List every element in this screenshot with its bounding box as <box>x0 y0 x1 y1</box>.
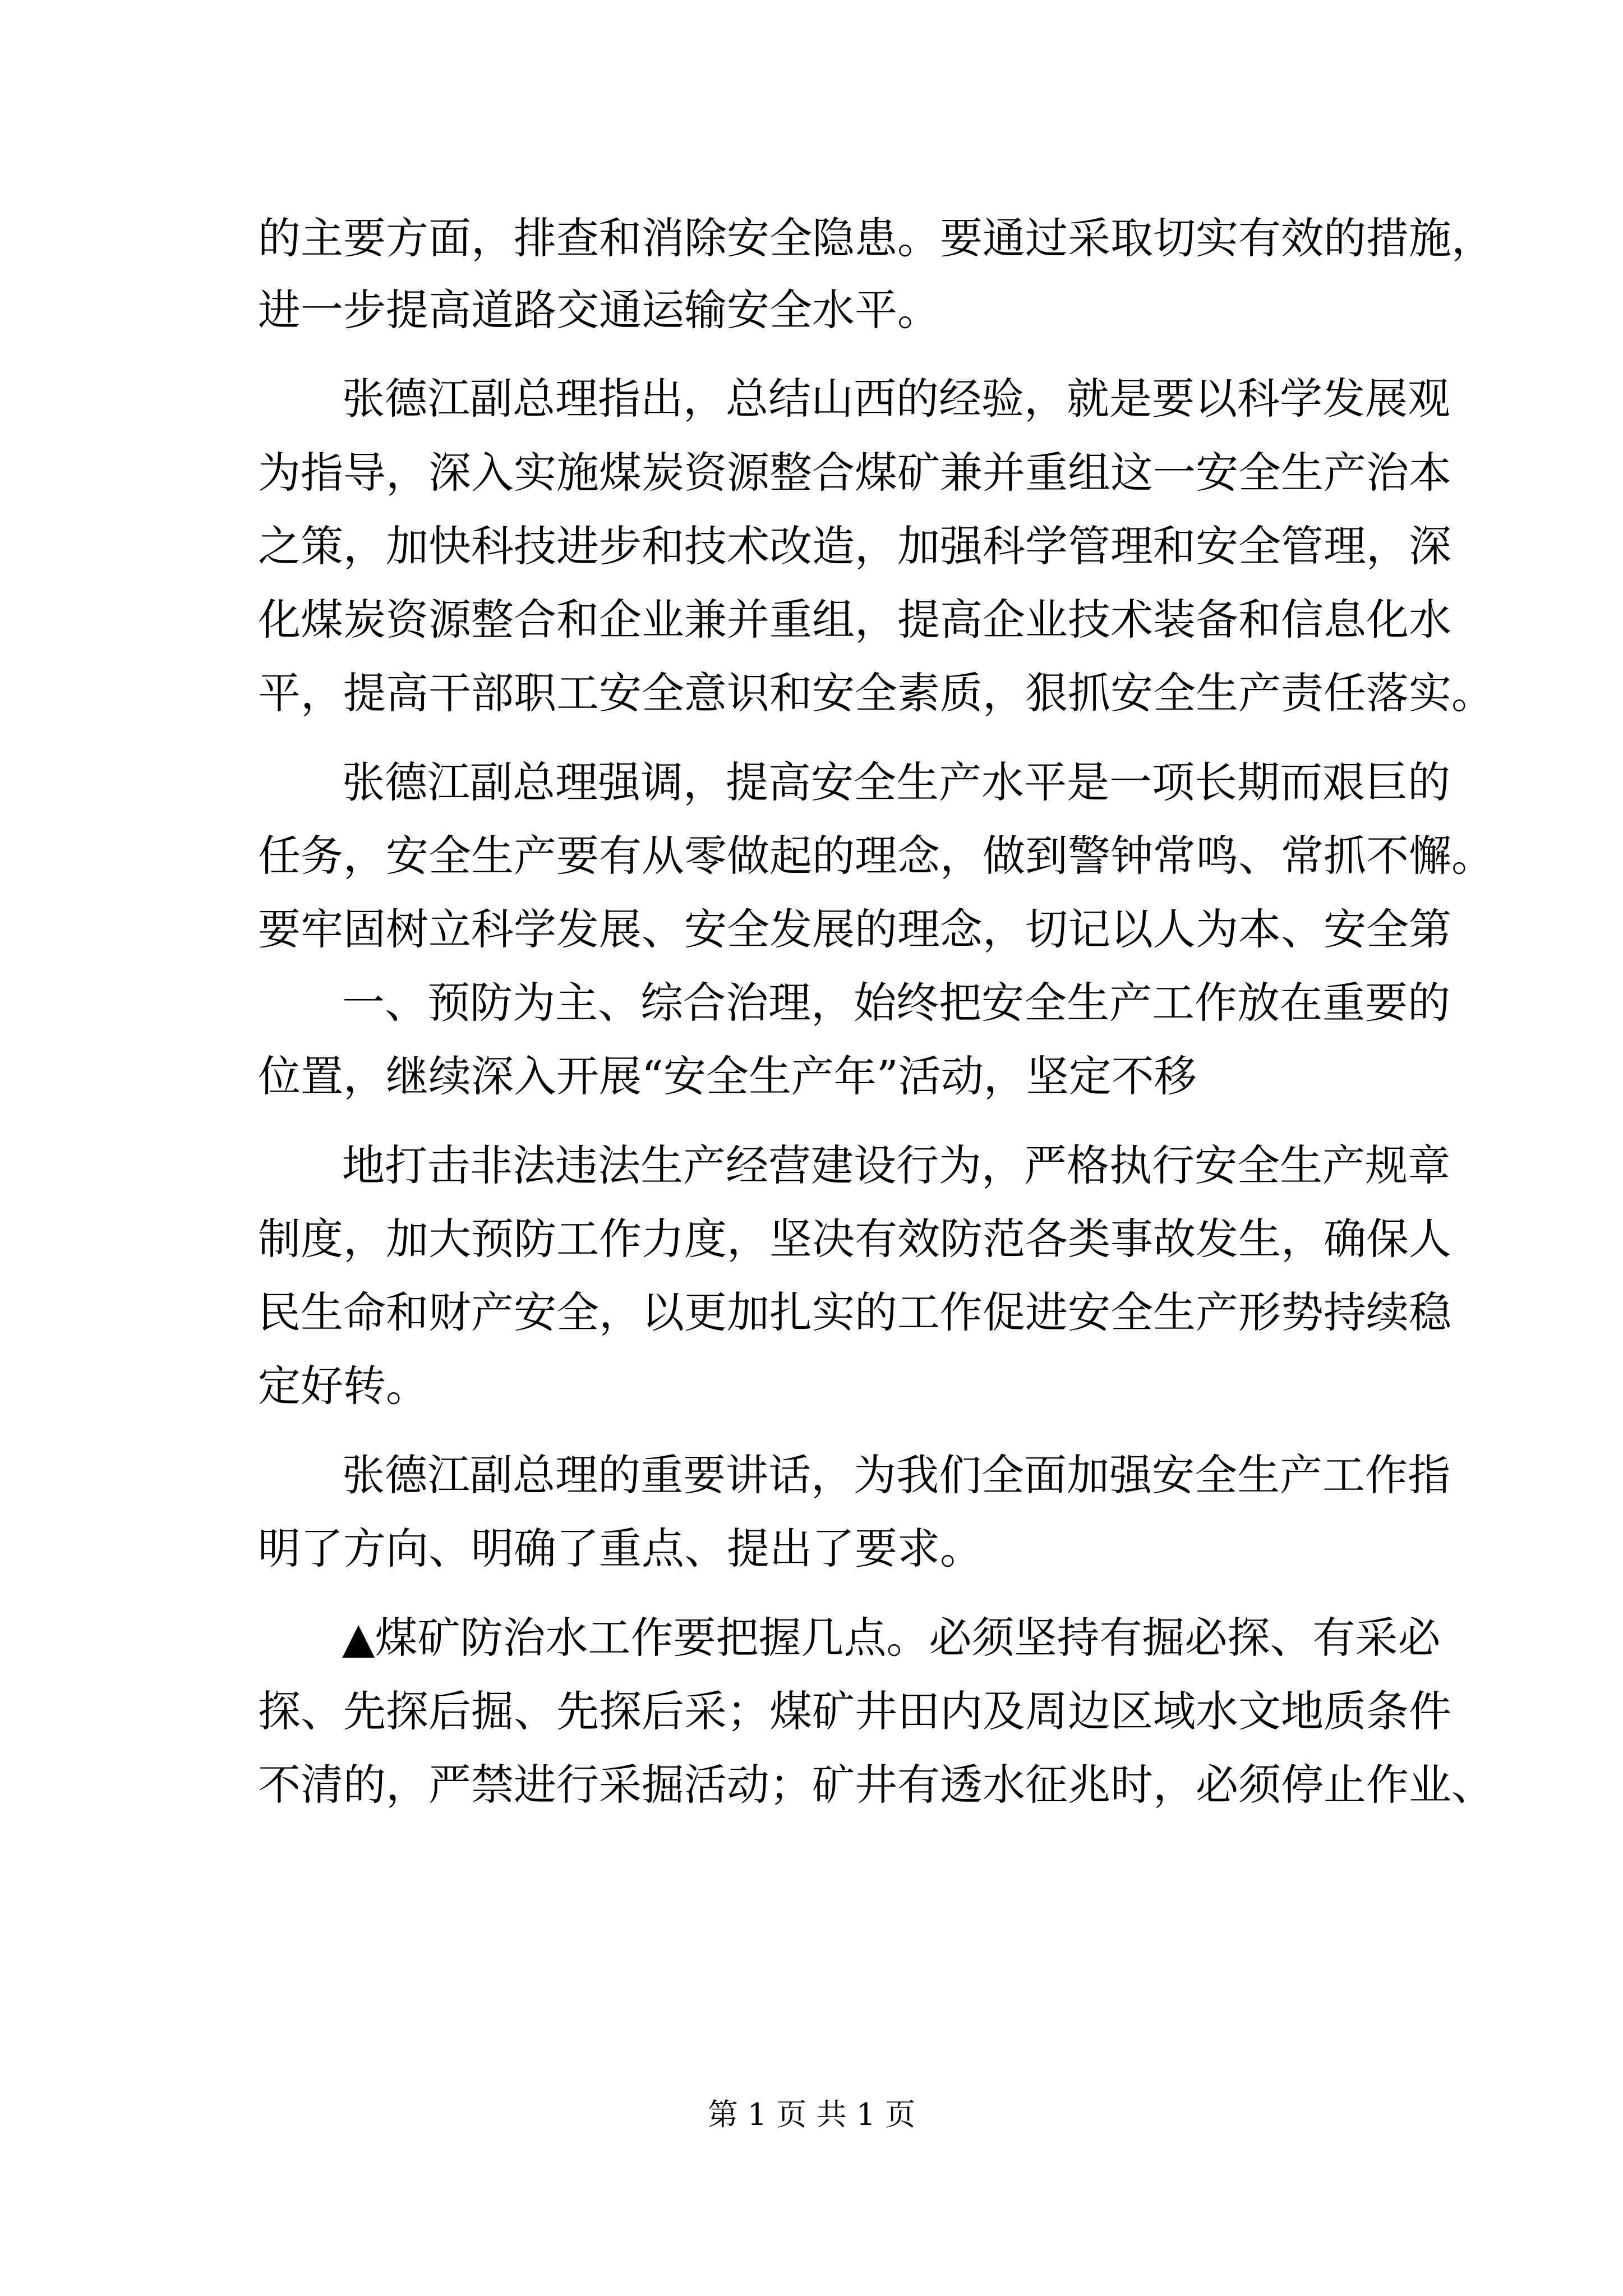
text-line: 之策，加快科技进步和技术改造，加强科学管理和安全管理，深 <box>258 521 1451 571</box>
paragraph-start-line: 张德江副总理强调，提高安全生产水平是一项长期而艰巨的 <box>342 757 1450 807</box>
text-line: 的主要方面，排查和消除安全隐患。要通过采取切实有效的措施， <box>258 213 1494 263</box>
text-line: 为指导，深入实施煤炭资源整合煤矿兼并重组这一安全生产治本 <box>258 448 1451 498</box>
text-line: 任务，安全生产要有从零做起的理念，做到警钟常鸣、常抓不懈。 <box>258 831 1494 881</box>
text-line: 平，提高干部职工安全意识和安全素质，狠抓安全生产责任落实。 <box>258 668 1494 718</box>
text-line: 不清的，严禁进行采掘活动；矿井有透水征兆时，必须停止作业、 <box>258 1760 1494 1810</box>
text-line: 要牢固树立科学发展、安全发展的理念，切记以人为本、安全第 <box>258 904 1451 954</box>
paragraph-start-line: 张德江副总理指出，总结山西的经验，就是要以科学发展观 <box>342 374 1450 424</box>
page-footer: 第 1 页 共 1 页 <box>707 2097 916 2132</box>
text-line: 一、预防为主、综合治理，始终把安全生产工作放在重要的 <box>342 978 1450 1028</box>
text-line: 定好转。 <box>258 1361 428 1411</box>
text-line: 进一步提高道路交通运输安全水平。 <box>258 285 940 335</box>
text-line: 化煤炭资源整合和企业兼并重组，提高企业技术装备和信息化水 <box>258 595 1451 645</box>
paragraph-start-line: 地打击非法违法生产经营建设行为，严格执行安全生产规章 <box>342 1140 1450 1190</box>
text-line: 民生命和财产安全，以更加扎实的工作促进安全生产形势持续稳 <box>258 1287 1451 1337</box>
paragraph-start-line: ▲煤矿防治水工作要把握几点。必须坚持有掘必探、有采必 <box>342 1613 1441 1663</box>
paragraph-start-line: 张德江副总理的重要讲话，为我们全面加强安全生产工作指 <box>342 1450 1450 1500</box>
text-line: 明了方向、明确了重点、提出了要求。 <box>258 1524 983 1573</box>
text-line: 位置，继续深入开展“安全生产年”活动，坚定不移 <box>258 1051 1197 1101</box>
text-line: 探、先探后掘、先探后采；煤矿井田内及周边区域水文地质条件 <box>258 1686 1451 1736</box>
text-line: 制度，加大预防工作力度，坚决有效防范各类事故发生，确保人 <box>258 1214 1451 1264</box>
